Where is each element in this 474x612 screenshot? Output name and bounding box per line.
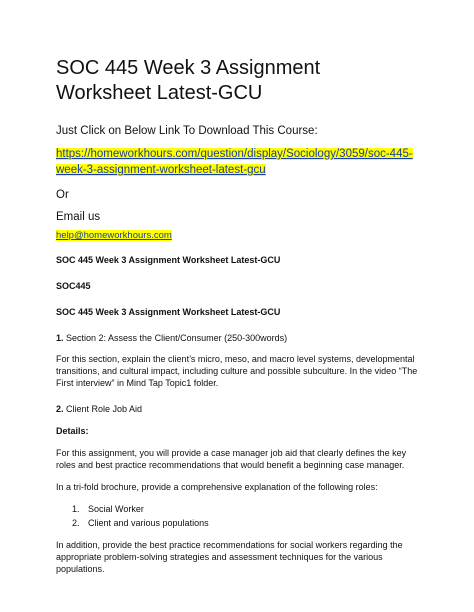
section-1-title: Section 2: Assess the Client/Consumer (250-300words) [63,333,288,343]
assignment-heading-repeat: SOC 445 Week 3 Assignment Worksheet Latest-GCU [56,307,281,317]
document-body [56,56,426,575]
section-2-description: For this assignment, you will provide a case manager job aid that clearly defines the key roles and best practice recommendations that would benefit a beginning case manager. [56,448,407,470]
section-2-number: 2. [56,404,64,414]
closing-paragraph: In addition, provide the best practice recommendations for social workers regarding the appropriate problem-solving strategies and assessment techniques for the various populations. [56,540,403,574]
or-label: Or [56,189,69,201]
section-1-heading [56,332,426,344]
document-title: SOC 445 Week 3 Assignment Worksheet Latest-GCU [56,57,321,104]
course-code: SOC445 [56,281,91,291]
list-item: 1. Social Worker [82,503,426,515]
course-link-block [56,146,418,178]
assignment-heading: SOC 445 Week 3 Assignment Worksheet Latest-GCU [56,255,281,265]
email-block [56,230,426,242]
section-1-number: 1. [56,333,64,343]
email-link[interactable]: help@homeworkhours.com [56,230,172,241]
section-1-description: For this section, explain the client’s micro, meso, and macro level systems, developmental transitions, and cultural impact, including culture and possible subculture. In the video “The First interview” in Mind Tap Topic1 folder. [56,354,418,388]
email-label: Email us [56,211,101,223]
section-2-title: Client Role Job Aid [63,404,143,414]
section-2-heading [56,403,426,415]
roles-list [56,503,426,529]
course-download-link[interactable]: https://homeworkhours.com/question/display/Sociology/3059/soc-445-week-3-assignment-worksheet-latest-gcu [56,148,413,176]
list-item: 2. Client and various populations [82,517,426,529]
download-intro: Just Click on Below Link To Download This Course: [56,125,318,137]
details-label: Details: [56,426,89,436]
brochure-instructions: In a tri-fold brochure, provide a comprehensive explanation of the following roles: [56,482,378,492]
